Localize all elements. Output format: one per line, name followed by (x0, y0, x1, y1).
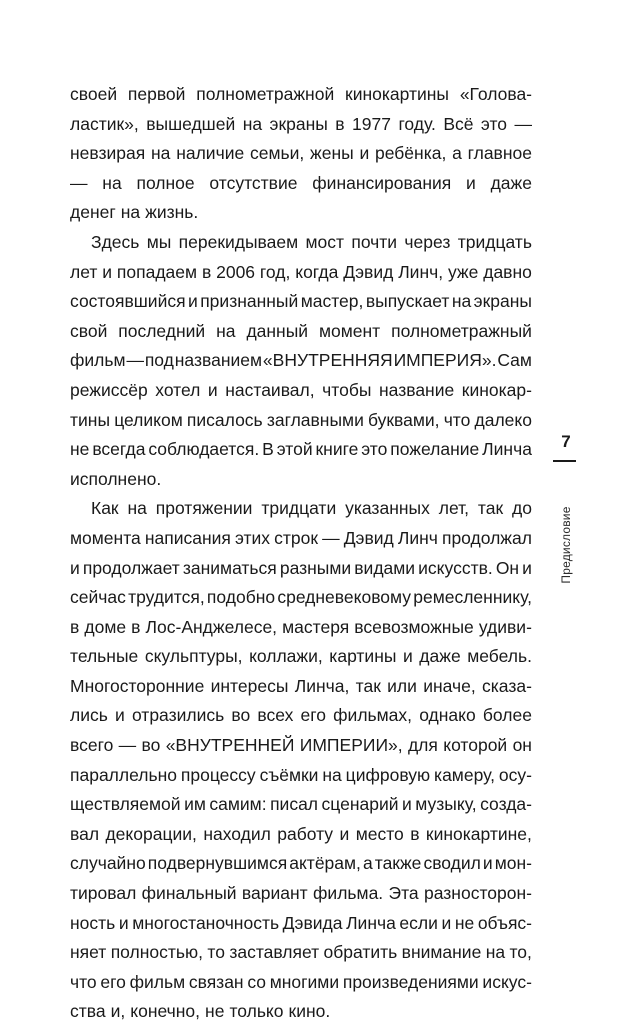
text-line: момента написания этих строк — Дэвид Линч продолжал (70, 527, 532, 548)
text-line: Здесь мы перекидываем мост почти через тридцать (91, 231, 532, 252)
body-text (70, 80, 532, 1027)
text-line: всего — во «ВНУТРЕННЕЙ ИМПЕРИИ», для которой он (70, 735, 532, 756)
text-line: свой последний на данный момент полнометражный (70, 320, 532, 341)
text-line: вал декорации, находил работу и место в кинокартине, (70, 823, 532, 844)
paragraph (70, 228, 532, 494)
text-line: режиссёр хотел и настаивал, чтобы название кинокар- (70, 379, 532, 400)
text-line: тельные скульптуры, коллажи, картины и даже мебель. (70, 646, 532, 667)
text-line: состоявшийся и признанный мастер, выпускает на экраны (70, 291, 532, 312)
text-line: — на полное отсутствие финансирования и даже (70, 172, 532, 193)
running-head: Предисловие (559, 506, 573, 584)
text-line: тировал финальный вариант фильма. Эта разносторон- (70, 883, 532, 904)
text-line: и продолжает заниматься разными видами искусств. Он и (70, 557, 532, 578)
text-line: невзирая на наличие семьи, жены и ребёнка, а главное (70, 143, 532, 164)
text-line: лись и отразились во всех его фильмах, однако более (70, 705, 532, 726)
paragraph (70, 494, 532, 1027)
text-line: Многосторонние интересы Линча, так или иначе, сказа- (70, 675, 532, 696)
text-line: сейчас трудится, подобно средневековому ремесленнику, (70, 587, 532, 608)
text-line: лет и попадаем в 2006 год, когда Дэвид Линч, уже давно (70, 261, 532, 282)
text-line: няет полностью, то заставляет обратить внимание на то, (70, 942, 532, 963)
text-line: случайно подвернувшимся актёрам, а также сводил и мон- (70, 853, 532, 874)
text-line: ства и, конечно, не только кино. (70, 1001, 331, 1022)
text-line: не всегда соблюдается. В этой книге это пожелание Линча (70, 439, 532, 460)
text-line: ластик», вышедшей на экраны в 1977 году. Всё это — (70, 113, 532, 134)
text-line: что его фильм связан со многими произведениями искус- (70, 971, 532, 992)
text-line: ность и многостаночность Дэвида Линча если и не объяс- (70, 912, 532, 933)
text-line: ществляемой им самим: писал сценарий и музыку, созда- (70, 794, 532, 815)
page-number: 7 (561, 432, 571, 451)
text-line: тины целиком писалось заглавными буквами, что далеко (70, 409, 532, 430)
text-line: своей первой полнометражной кинокартины «Голова- (70, 84, 532, 104)
text-line: в доме в Лос-Анджелесе, мастеря всевозможные удиви- (70, 616, 532, 637)
text-line: параллельно процессу съёмки на цифровую камеру, осу- (70, 764, 532, 785)
text-line: фильм — под названием «ВНУТРЕННЯЯ ИМПЕРИЯ». Сам (70, 350, 532, 371)
page-number-rule (553, 460, 576, 462)
text-line: денег на жизнь. (70, 202, 199, 223)
text-line: исполнено. (70, 468, 162, 489)
paragraph (70, 80, 532, 228)
text-line: Как на протяжении тридцати указанных лет, так до (91, 498, 532, 519)
